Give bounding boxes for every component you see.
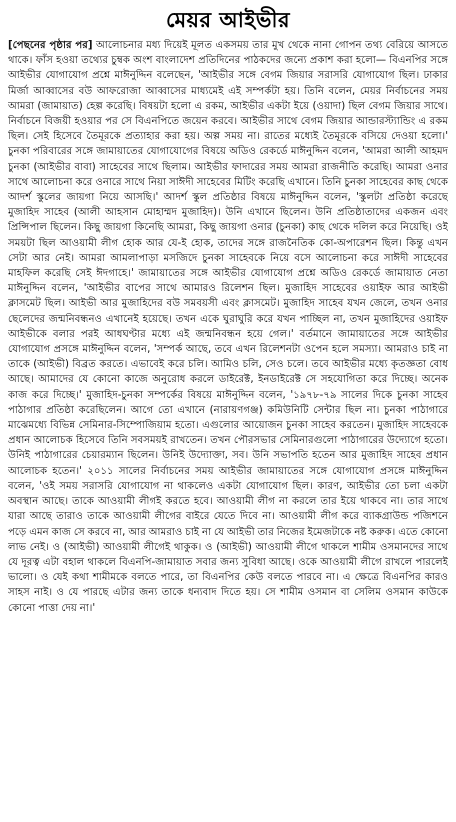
headline-divider bbox=[8, 36, 448, 37]
headline: মেয়র আইভীর bbox=[165, 8, 291, 32]
article-text: আলোচনার মধ্য দিয়েই মূলত একসময় তার মুখ থেকে নানা গোপন তথ্য বেরিয়ে আসতে থাকে। ফাঁস হওয়া তথ্যের চুম্বক অংশ বাংলাদেশ প্রতিদিনের পাঠকদের জন্যে প্রকাশ করা হলো— বিএনপির সঙ্গে আইভীর যোগাযোগ প্রশ্নে মাঈনুদ্দিন বলেছেন, 'আইভীর সঙ্গে বেগম জিয়ার সরাসরি যোগাযোগ ছিল। ঢাকার মির্জা আব্বাসের বউ আফরোজা আব্বাসের মাধ্যমেই এই সম্পর্কটা হয়। তিনি বলেন, মেয়র নির্বাচনের সময় আমরা (জামায়াত) হেল্প করেছি। বিষয়টা হলো এ রকম, আইভীর একটা ইয়ে (ওয়াদা) ছিল বেগম জিয়ার সাথে। নির্বাচনে বিজয়ী হওয়ার পর সে বিএনপিতে জয়েন করবে। আইভীর সাথে বেগম জিয়ার আন্ডারস্ট্যান্ডিং এ রকম ছিল। সেই হিসেবে তৈমূরকে প্রত্যাহার করা হয়। অল্প সময় না। রাতের মধ্যেই তৈমূরকে বসিয়ে দেওয়া হলো।' চুনকা পরিবারের সঙ্গে জামায়াতের যোগাযোগের বিষয়ে অডিও রেকর্ডে মাঈনুদ্দিন বলেন, 'আমরা আলী আহমদ চুনকা (আইভীর বাবা) সাহেবের সাথে ছিলাম। আইভীর ফাদারের সময় আমরা রাজনীতি করেছি। আমরা ওনার সাথে আলোচনা করে ওনারে সাথে নিয়া সাঈদী সাহেবের মিটিং করেছি এখানে। তিনি চুনকা সাহেবের কাছ থেকে আদর্শ স্কুলের জায়গা নিয়ে আসছি।' আদর্শ স্কুল প্রতিষ্ঠার বিষয়ে মাঈনুদ্দিন বলেন, 'স্কুলটা প্রতিষ্ঠা করেছে মুজাহিদ সাহেব (আলী আহসান মোহাম্মদ মুজাহিদ)। উনি এখানে ছিলেন। উনি প্রতিষ্ঠাতাদের একজন এবং প্রিন্সিপাল ছিলেন। কিছু জায়গা কিনেছি আমরা, কিছু জায়গা ওনার (চুনকা) কাছ থেকে দলিল করে নিয়েছি। ওই সময়টা ছিল আওয়ামী লীগ হোক আর যে-ই হোক, তাদের সঙ্গে রাজনৈতিক কো-অপারেশন ছিল। কিন্তু এখন সেটা আর নেই। আমরা আমলাপাড়া মসজিদে চুনকা সাহেবকে নিয়ে বসে আলোচনা করে সাঈদী সাহেবের মাহফিল করেছি সেই ঈদগাহে।' জামায়াতের সঙ্গে আইভীর যোগাযোগ প্রশ্নে অডিও রেকর্ডে জামায়াত নেতা মাঈনুদ্দিন বলেন, 'আইভীর বাপের সাথে আমারও রিলেশন ছিল। মুজাহিদ সাহেবের ওয়াইফ আর আইভী ক্লাসমেট ছিল। আইভী আর মুজাহিদের বউ সমবয়সী এবং ক্লাসমেট। মুজাহিদ সাহেব যখন জেলে, তখন ওনার ছেলেদের জন্মনিবন্ধনও এখানেই হয়েছে। তখন একে ঘুরাঘুরি করে যখন পাচ্ছিল না, তখন মুজাহিদের ওয়াইফ আইভীকে বলার পরই আধঘণ্টার মধ্যে এই জন্মনিবন্ধন হয়ে গেল।' বর্তমানে জামায়াতের সঙ্গে আইভীর যোগাযোগ প্রসঙ্গে মাঈনুদ্দিন বলেন, 'সম্পর্ক আছে, তবে এখন রিলেশনটা ওপেন হলে সমস্যা। আমরাও চাই না তাকে (আইভী) বিব্রত করতে। এভাবেই করে চলি। আমিও চলি, সেও চলে। তবে আইভীর মধ্যে কৃতজ্ঞতা বোধ আছে। আমাদের যে কোনো কাজে অনুরোধ করলে ডাইরেক্ট, ইনডাইরেক্ট সে সহযোগিতা করে দিচ্ছে। অনেক কাজ করে দিচ্ছে।' মুজাহিদ-চুনকা সম্পর্কের বিষয়ে মাঈনুদ্দিন বলেন, '১৯৭৮-৭৯ সালের দিকে চুনকা সাহেব পাঠাগার প্রতিষ্ঠা করেছিলেন। আগে তো এখানে (নারায়ণগঞ্জ) কমিউনিটি সেন্টার ছিল না। চুনকা পাঠাগারে মাঝেমধ্যে বিভিন্ন সেমিনার-সিম্পোজিয়াম হতো। এগুলোর আয়োজন চুনকা সাহেব করতেন। মুজাহিদ সাহেবকে প্রধান আলোচক হিসেবে তিনি সবসময়ই রাখতেন। তখন পৌরসভার সেমিনারগুলো পাঠাগারের উদ্যোগে হতো। উনিই পাঠাগারের চেয়ারম্যান ছিলেন। উনিই উদ্যোক্তা, সব। উনি সভাপতি হতেন আর মুজাহিদ সাহেব প্রধান আলোচক হতেন।' ২০১১ সালের নির্বাচনের সময় আইভীর জামায়াতের সঙ্গে যোগাযোগ প্রসঙ্গে মাঈনুদ্দিন বলেন, 'ওই সময় সরাসরি যোগাযোগ না থাকলেও একটা যোগাযোগ ছিল। কারণ, আইভীর তো চলা একটা অবস্থান আছে। তাকে আওয়ামী লীগই করতে হবে। আওয়ামী লীগ না করলে তার ইয়ে থাকবে না। তার সাথে যারা আছে তারাও তাকে আওয়ামী লীগের বাইরে যেতে দিবে না। আওয়ামী লীগ করে ব্যাকগ্রাউন্ড পজিশনে পড়ে এমন কাজ সে করবে না, আর আমরাও চাই না যে আইভী তার নিজের ইমেজটাকে নষ্ট করুক। এতে কোনো লাভ নেই। ও (আইভী) আওয়ামী লীগেই থাকুক। ও (আইভী) আওয়ামী লীগে থাকলে শামীম ওসমানদের সাথে যে দূরত্ব এটা বহাল থাকলে বিএনপি-জামায়াত সবার জন্য সুবিধা আছে। ওকে আওয়ামী লীগে রাখলে পারলেই ভালো। ও যেই কথা শামীমকে বলতে পারে, তা বিএনপির কেউ বলতে পারবে না। এ ক্ষেত্রে বিএনপির কারও সাহস নাই। ও যে পারছে এটার জন্য তাকে ধন্যবাদ দিতে হয়। সে শামীম ওসমান বা সেলিম ওসমান কাউকে কোনো পাত্তা দেয় না।' bbox=[8, 40, 448, 614]
continued-from-label: [পেছনের পৃষ্ঠার পর] bbox=[8, 40, 93, 51]
article-body bbox=[8, 38, 448, 616]
